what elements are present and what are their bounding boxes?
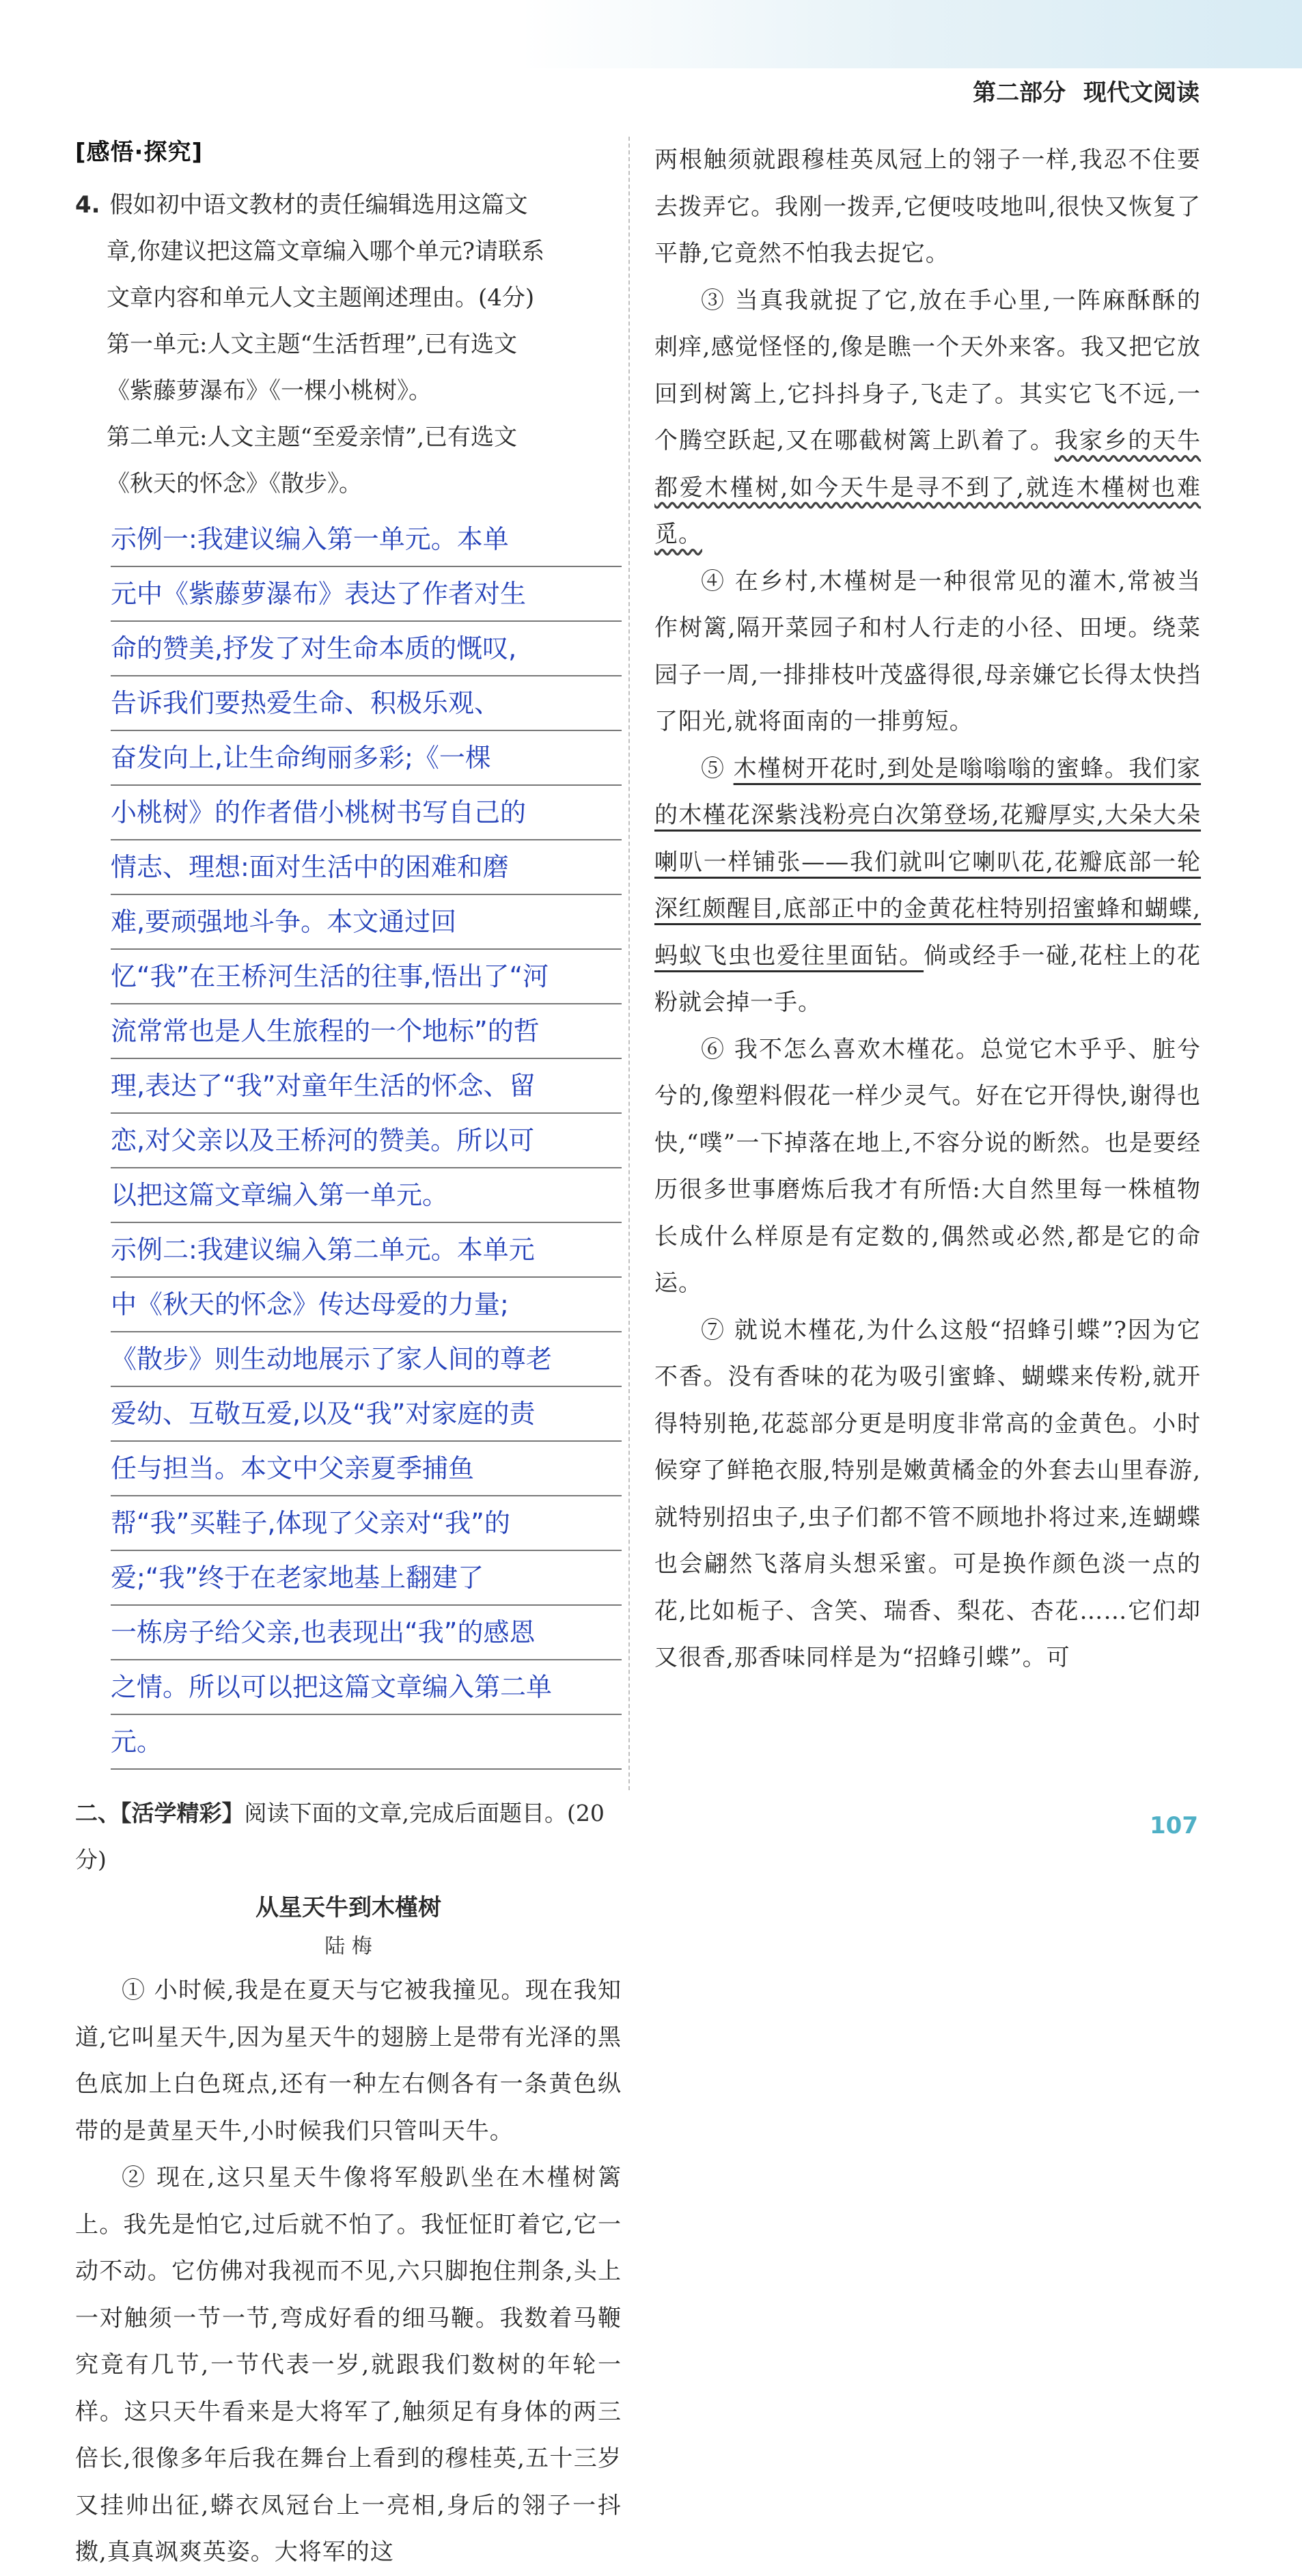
answer-line: 忆“我”在王桥河生活的往事,悟出了“河 [111,950,622,1004]
underlined-sentence: 木槿树开花时,到处是嗡嗡嗡的蜜蜂。我们家的木槿花深紫浅粉亮白次第登场,花瓣厚实,大朵大朵喇叭一样铺张——我们就叫它喇叭花,花瓣底部一轮深红颇醒目,底部正中的金黄花柱特别招蜜蜂和蝴蝶,蚂蚁飞虫也爱往里面钻。 [654,754,1201,970]
article-paragraph: ① 小时候,我是在夏天与它被我撞见。现在我知道,它叫星天牛,因为星天牛的翅膀上是带有光泽的黑色底加上白色斑点,还有一种左右侧各有一条黄色纵带的是黄星天牛,小时候我们只管叫天牛。 [75,1977,622,2145]
answer-line: 中《秋天的怀念》传达母爱的力量; [111,1278,622,1332]
answer-line: 流常常也是人生旅程的一个地标”的哲 [111,1004,622,1059]
article-paragraph: ⑤ 木槿树开花时,到处是嗡嗡嗡的蜜蜂。我们家的木槿花深紫浅粉亮白次第登场,花瓣厚实,大朵大朵喇叭一样铺张——我们就叫它喇叭花,花瓣底部一轮深红颇醒目,底部正中的金黄花柱特别招蜜蜂和蝴蝶,蚂蚁飞虫也爱往里面钻。倘或经手一碰,花柱上的花粉就会掉一手。 [654,754,1201,1016]
answer-line: 示例一:我建议编入第一单元。本单 [111,512,622,567]
question-4-stem-line: 4. 假如初中语文教材的责任编辑选用这篇文 [75,191,528,219]
left-column [75,133,622,2576]
answer-line: 恋,对父亲以及王桥河的赞美。所以可 [111,1114,622,1168]
question-4-option-line: 第二单元:人文主题“至爱亲情”,已有选文 [107,424,518,451]
answer-line: 爱幼、互敬互爱,以及“我”对家庭的责 [111,1387,622,1442]
question-4-stem-line: 章,你建议把这篇文章编入哪个单元?请联系 [107,238,545,265]
question-4-option-line: 《秋天的怀念》《散步》。 [107,470,362,497]
header-band [0,0,1302,68]
answer-line: 元。 [111,1715,622,1770]
article-title: 从星天牛到木槿树 [255,1894,441,1921]
answer-line: 以把这篇文章编入第一单元。 [111,1168,622,1223]
section-tag: [感悟·探究] [75,139,203,166]
column-divider [628,137,630,1790]
article-paragraph: ⑥ 我不怎么喜欢木槿花。总觉它木乎乎、脏兮兮的,像塑料假花一样少灵气。好在它开得快,谢得也快,“噗”一下掉落在地上,不容分说的断然。也是要经历很多世事磨炼后我才有所悟:大自然里每一株植物长成什么样原是有定数的,偶然或必然,都是它的命运。 [654,1035,1201,1297]
right-column [654,137,1201,1682]
article-paragraph: ⑦ 就说木槿花,为什么这般“招蜂引蝶”?因为它不香。没有香味的花为吸引蜜蜂、蝴蝶来传粉,就开得特别艳,花蕊部分更是明度非常高的金黄色。小时候穿了鲜艳衣服,特别是嫩黄橘金的外套去山里春游,就特别招虫子,虫子们都不管不顾地扑将过来,连蝴蝶也会翩然飞落肩头想采蜜。可是换作颜色淡一点的花,比如栀子、含笑、瑞香、梨花、杏花……它们却又很香,那香味同样是为“招蜂引蝶”。可 [654,1316,1201,1671]
answer-line: 之情。所以可以把这篇文章编入第二单 [111,1660,622,1715]
answer-line: 理,表达了“我”对童年生活的怀念、留 [111,1059,622,1114]
question-number: 4. [75,191,100,219]
answer-line: 《散步》则生动地展示了家人间的尊老 [111,1332,622,1387]
header-section: 第二部分 [973,79,1066,107]
answer-line: 难,要顽强地斗争。本文通过回 [111,895,622,950]
page-number: 107 [1150,1812,1198,1839]
article-paragraph: ② 现在,这只星天牛像将军般趴坐在木槿树篱上。我先是怕它,过后就不怕了。我怔怔盯着它,它一动不动。它仿佛对我视而不见,六只脚抱住荆条,头上一对触须一节一节,弯成好看的细马鞭。我数着马鞭究竟有几节,一节代表一岁,就跟我们数树的年轮一样。这只天牛看来是大将军了,触须足有身体的两三倍长,很像多年后我在舞台上看到的穆桂英,五十三岁又挂帅出征,蟒衣凤冠台上一亮相,身后的翎子一抖擞,真真飒爽英姿。大将军的这 [75,2164,622,2566]
question-4-stem-line: 文章内容和单元人文主题阐述理由。(4分) [107,284,535,312]
page-header [973,74,1200,107]
answer-line: 爱;“我”终于在老家地基上翻建了 [111,1551,622,1606]
answer-line: 小桃树》的作者借小桃树书写自己的 [111,786,622,840]
answer-line: 告诉我们要热爱生命、积极乐观、 [111,676,622,731]
article-paragraph: ④ 在乡村,木槿树是一种很常见的灌木,常被当作树篱,隔开菜园子和村人行走的小径、田埂。绕菜园子一周,一排排枝叶茂盛得很,母亲嫌它长得太快挡了阳光,就将面南的一排剪短。 [654,567,1201,735]
question-4-option-line: 《紫藤萝瀑布》《一棵小桃树》。 [107,377,432,405]
answer-line: 命的赞美,抒发了对生命本质的慨叹, [111,622,622,676]
answer-line: 任与担当。本文中父亲夏季捕鱼 [111,1442,622,1496]
answer-line: 帮“我”买鞋子,体现了父亲对“我”的 [111,1496,622,1551]
section-2-instruction: 阅读下面的文章,完成后面题目。(20分) [75,1800,605,1873]
answer-line: 奋发向上,让生命绚丽多彩;《一棵 [111,731,622,786]
section-2-heading [75,1790,622,1883]
article-author: 陆 梅 [324,1934,372,1958]
answer-line: 情志、理想:面对生活中的困难和磨 [111,840,622,895]
article-paragraph: 两根触须就跟穆桂英凤冠上的翎子一样,我忍不住要去拨弄它。我刚一拨弄,它便吱吱地叫,很快又恢复了平静,它竟然不怕我去捉它。 [654,146,1201,267]
section-2-label: 二、【活学精彩】 [75,1800,245,1826]
answer-line: 元中《紫藤萝瀑布》表达了作者对生 [111,567,622,622]
wavy-underlined-sentence: 我家乡的天牛都爱木槿树,如今天牛是寻不到了,就连木槿树也难觅。 [654,427,1202,548]
article-paragraph: ③ 当真我就捉了它,放在手心里,一阵麻酥酥的刺痒,感觉怪怪的,像是瞧一个天外来客。我又把它放回到树篱上,它抖抖身子,飞走了。其实它飞不远,一个腾空跃起,又在哪截树篱上趴着了。我家乡的天牛都爱木槿树,如今天牛是寻不到了,就连木槿树也难觅。 [654,286,1202,548]
answer-line: 示例二:我建议编入第二单元。本单元 [111,1223,622,1278]
header-subject: 现代文阅读 [1083,79,1200,107]
handwritten-answer [75,512,622,1770]
question-4-option-line: 第一单元:人文主题“生活哲理”,已有选文 [107,331,518,358]
answer-line: 一栋房子给父亲,也表现出“我”的感恩 [111,1606,622,1660]
